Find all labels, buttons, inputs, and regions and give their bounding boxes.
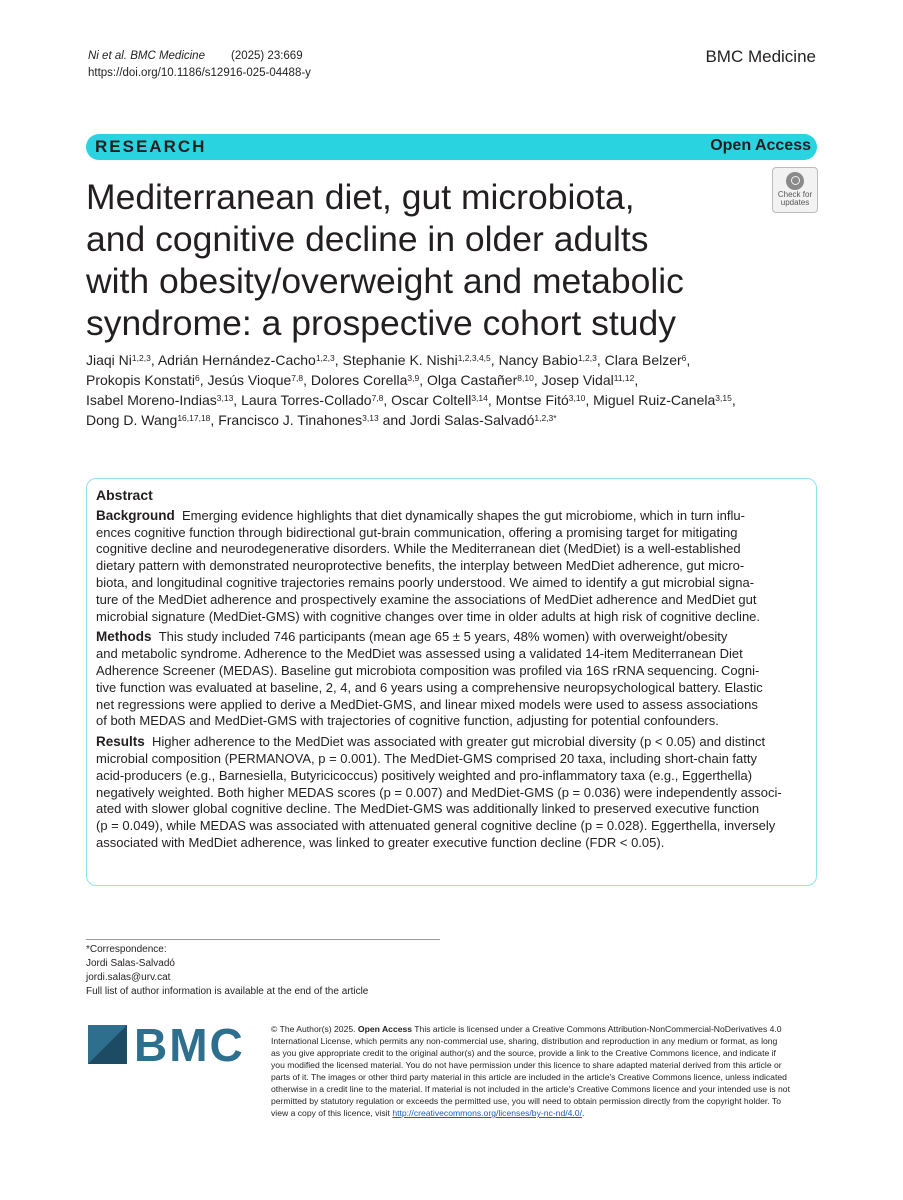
author-name: Montse Fitó — [495, 392, 569, 408]
author-affiliation: 3,10 — [568, 393, 586, 403]
author-affiliation: 6 — [194, 373, 200, 383]
author-info-note: Full list of author information is available at the end of the article — [86, 986, 369, 997]
author-line: Isabel Moreno-Indias$^{3,13}$, Laura Torres-Collado$^{7,8}$, Oscar Coltell$^{3,14}$, Montse Fitó$^{3,10}$, Miguel Ruiz-Canela$^{3,15}$, — [86, 392, 736, 408]
title-line: with obesity/overweight and metabolic — [86, 261, 684, 301]
check-updates-line2: updates — [780, 198, 810, 207]
results-text: ated with slower global cognitive decline. The MedDiet-GMS was additionally linked to preserved executive function — [96, 801, 760, 817]
abstract-results — [96, 734, 808, 852]
article-type-label: RESEARCH — [95, 137, 207, 156]
title-line: and cognitive decline in older adults — [86, 219, 649, 259]
author-name: Jiaqi Ni — [86, 352, 132, 368]
author-affiliation: 6 — [681, 353, 687, 363]
author-name: Stephanie K. Nishi — [342, 352, 458, 368]
footnote-divider — [86, 939, 440, 940]
journal-short: BMC Medicine — [130, 50, 205, 62]
title-line: syndrome: a prospective cohort study — [86, 303, 676, 343]
abstract-heading: Abstract — [96, 487, 153, 503]
abstract-box — [86, 478, 817, 886]
author-line: Jiaqi Ni$^{1,2,3}$, Adrián Hernández-Cacho$^{1,2,3}$, Stephanie K. Nishi$^{1,2,3,4,5}$, Nancy Babio$^{1,2,3}$, Clara Belzer$^6$, — [86, 352, 691, 368]
results-text: Higher adherence to the MedDiet was associated with greater gut microbial diversity (p < 0.05) and distinct — [152, 734, 766, 750]
results-text: microbial composition (PERMANOVA, p = 0.001). The MedDiet-GMS comprised 20 taxa, including short-chain fatty — [96, 750, 757, 766]
author-list — [86, 350, 821, 430]
license-line: otherwise in a credit line to the material. If material is not included in the article's Creative Commons licence and your intended use is not — [271, 1084, 790, 1094]
author-affiliation: 3,15 — [715, 393, 732, 403]
author-affiliation: 3,13 — [362, 413, 379, 423]
methods-text: This study included 746 participants (mean age 65 ± 5 years, 48% women) with overweight/obesity — [158, 629, 728, 645]
author-affiliation: 3,13 — [216, 393, 234, 403]
methods-text: tive function was evaluated at baseline, 2, 4, and 6 years using a comprehensive neuropsychological battery. Elastic — [96, 679, 763, 695]
author-affiliation: 3,9 — [407, 373, 420, 383]
correspondence-block — [86, 943, 368, 999]
background-text: biota, and longitudinal cognitive trajectories remains poorly understood. We aimed to identify a gut microbial signa- — [96, 574, 755, 590]
license-line: parts of it. The images or other third party material in this article are included in the article's Creative Commons licence, unless indicated — [271, 1072, 787, 1082]
article-type-banner — [86, 134, 817, 160]
author-name: Prokopis Konstati — [86, 372, 195, 388]
author-name: Oscar Coltell — [391, 392, 472, 408]
author-name: Olga Castañer — [426, 372, 518, 388]
author-line: Prokopis Konstati$^6$, Jesús Vioque$^{7,8}$, Dolores Corella$^{3,9}$, Olga Castañer$^{8,10}$, Josep Vidal$^{11,12}$, — [86, 372, 639, 388]
author-name: Nancy Babio — [498, 352, 578, 368]
author-name: Francisco J. Tinahones — [218, 412, 363, 428]
author-line: Dong D. Wang$^{16,17,18}$, Francisco J. Tinahones$^{3,13}$ and Jordi Salas-Salvadó$^{1,2,3*}$ — [86, 412, 557, 428]
abstract-background — [96, 508, 808, 626]
author-name: Dong D. Wang — [86, 412, 178, 428]
background-text: ture of the MedDiet adherence and prospectively examine the associations of MedDiet adherence and MedDiet gut — [96, 591, 757, 607]
results-label: Results — [96, 734, 145, 750]
doi-link[interactable]: https://doi.org/10.1186/s12916-025-04488-y — [88, 67, 311, 79]
license-text: © The Author(s) 2025. Open Access This article is licensed under a Creative Commons Attribution-NonCommercial-NoDerivatives 4.0 International License, which permits any non-commercial use, sharing, distribution and reproduction in any medium or format, as long as you give appropriate credit to the original author(s) and the source, provide a link to the Creative Commons licence, and indicate if you modified the licensed material. You do not have permission under this licence to share adapted material derived from this article or parts of it. The images or other third party material in this article are included in the article's Creative Commons licence, unless indicated otherwise in a credit line to the material. If material is not included in the article's Creative Commons licence and your intended use is not permitted by statutory regulation or exceeds the permitted use, you will need to obtain permission directly from the copyright holder. To view a copy of this licence, visit http://creativecommons.org/licenses/by-nc-nd/4.0/. — [271, 1023, 819, 1119]
author-affiliation: 16,17,18 — [177, 413, 211, 423]
check-updates-line1: Check for — [777, 190, 813, 199]
author-name: Clara Belzer — [604, 352, 682, 368]
methods-text: of both MEDAS and MedDiet-GMS with trajectories of cognitive function, adjusting for potential confounders. — [96, 713, 719, 729]
author-affiliation: 7,8 — [371, 393, 384, 403]
author-affiliation: 7,8 — [291, 373, 304, 383]
author-name: Isabel Moreno-Indias — [86, 392, 217, 408]
volume-info: (2025) 23:669 — [230, 50, 303, 62]
methods-text: and metabolic syndrome. Adherence to the MedDiet was assessed using a validated 14-item Mediterranean Diet — [96, 646, 743, 662]
author-affiliation: 11,12 — [613, 373, 635, 383]
results-text: negatively weighted. Both higher MEDAS scores (p = 0.007) and MedDiet-GMS (p = 0.036) were independently associ- — [96, 784, 782, 800]
methods-label: Methods — [96, 629, 152, 645]
abstract-methods — [96, 629, 808, 730]
author-affiliation: 3,14 — [471, 393, 488, 403]
author-affiliation: 1,2,3 — [315, 353, 335, 363]
background-text: Emerging evidence highlights that diet dynamically shapes the gut microbiome, which in turn influ- — [182, 507, 745, 523]
author-name: Miguel Ruiz-Canela — [593, 392, 716, 408]
copyright-notice: © The Author(s) 2025. — [271, 1024, 356, 1034]
author-affiliation: 1,2,3 — [131, 353, 151, 363]
check-updates-icon — [786, 172, 804, 190]
license-link[interactable]: http://creativecommons.org/licenses/by-nc-nd/4.0/ — [392, 1108, 582, 1118]
background-text: ences cognitive function through bidirectional gut-brain communication, offering a promising target for mitigating — [96, 524, 738, 540]
license-line: International License, which permits any non-commercial use, sharing, distribution and reproduction in any medium or format, as long — [271, 1036, 778, 1046]
check-for-updates-button[interactable] — [772, 167, 818, 213]
results-text: (p = 0.049), while MEDAS was associated with attenuated general cognitive decline (p = 0.028). Eggerthella, inversely — [96, 818, 776, 834]
author-name: Laura Torres-Collado — [241, 392, 372, 408]
author-name: Josep Vidal — [541, 372, 614, 388]
author-affiliation: 1,2,3 — [577, 353, 597, 363]
methods-text: Adherence Screener (MEDAS). Baseline gut microbiota composition was profiled via 16S rRNA sequencing. Cogni- — [96, 662, 760, 678]
results-text: associated with MedDiet adherence, was linked to greater executive function decline (FDR < 0.05). — [96, 834, 665, 850]
license-open-access: Open Access — [357, 1024, 413, 1034]
citation-header — [88, 48, 311, 82]
correspondence-email[interactable]: jordi.salas@urv.cat — [86, 972, 171, 983]
open-access-label: Open Access — [710, 137, 811, 154]
background-text: microbial signature (MedDiet-GMS) with cognitive changes over time in older adults at high risk of cognitive decline. — [96, 608, 761, 624]
author-name: Jesús Vioque — [207, 372, 292, 388]
article-title — [86, 176, 766, 344]
title-line: Mediterranean diet, gut microbiota, — [86, 177, 635, 217]
author-name: Dolores Corella — [310, 372, 408, 388]
background-text: dietary pattern with demonstrated neuroprotective benefits, the interplay between MedDiet adherence, gut micro- — [96, 558, 745, 574]
bmc-logo — [88, 1019, 258, 1072]
author-name: Jordi Salas-Salvadó — [409, 412, 535, 428]
journal-name: BMC Medicine — [705, 47, 816, 66]
author-affiliation: 1,2,3* — [534, 413, 557, 423]
license-line: you modified the licensed material. You do not have permission under this licence to share adapted material derived from this article or — [271, 1060, 782, 1070]
author-affiliation: 1,2,3,4,5 — [457, 353, 491, 363]
background-text: cognitive decline and neurodegenerative disorders. While the Mediterranean diet (MedDiet) is a well-established — [96, 541, 741, 557]
author-name: Adrián Hernández-Cacho — [157, 352, 316, 368]
license-line: as you give appropriate credit to the original author(s) and the source, provide a link to the Creative Commons licence, and indicate if — [271, 1048, 776, 1058]
license-line: permitted by statutory regulation or exceeds the permitted use, you will need to obtain permission directly from the copyright holder. To — [271, 1096, 782, 1106]
author-affiliation: 8,10 — [517, 373, 534, 383]
background-label: Background — [96, 507, 175, 523]
bmc-logo-text: BMC — [134, 1019, 245, 1071]
methods-text: net regressions were applied to derive a MedDiet-GMS, and linear mixed models were used to assess associations — [96, 696, 758, 712]
results-text: acid-producers (e.g., Barnesiella, Butyricicoccus) positively weighted and pro-inflammatory taxa (e.g., Eggerthella) — [96, 767, 753, 783]
correspondence-name: Jordi Salas-Salvadó — [86, 958, 175, 969]
authors-short: Ni et al. — [88, 50, 127, 62]
correspondence-label: *Correspondence: — [86, 944, 167, 955]
